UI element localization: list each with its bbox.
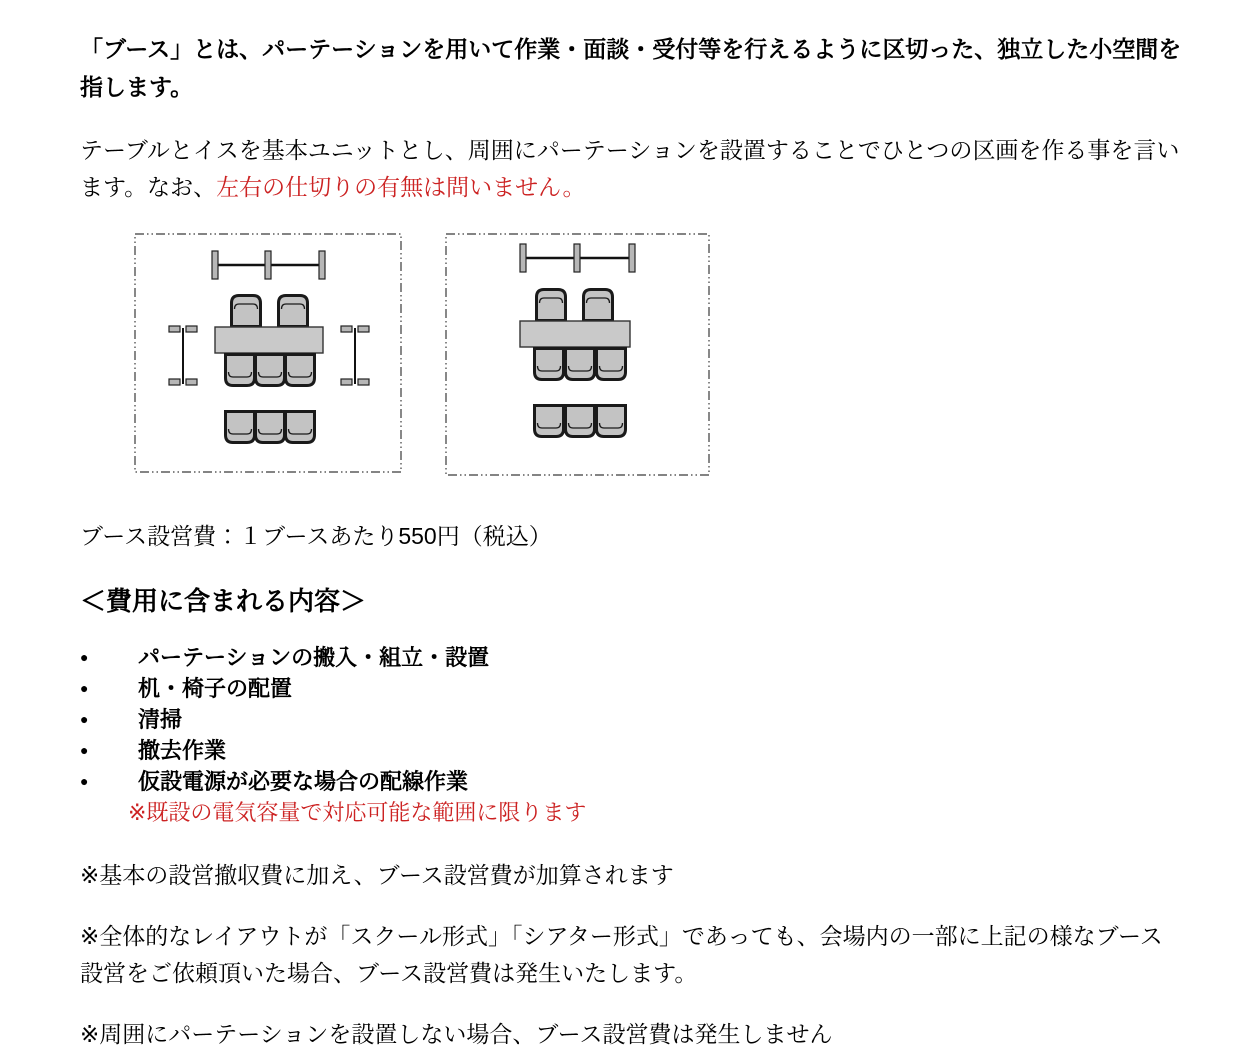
- intro-heading: 「ブース」とは、パーテーションを用いて作業・面談・受付等を行えるように区切った、独立した小空間を指します。: [80, 36, 1182, 100]
- chair-icon: [597, 406, 626, 437]
- list-item-label: 机・椅子の配置: [138, 676, 293, 701]
- chair-row-front-of-table: [535, 349, 626, 380]
- included-section-heading: ＜費用に含まれる内容＞: [80, 586, 367, 616]
- intro-paragraph-text: テーブルとイスを基本ユニットとし、周囲にパーテーションを設置することでひとつの区画を作る事を言います。なお、: [80, 137, 1180, 200]
- list-item-label: 仮設電源が必要な場合の配線作業: [138, 769, 469, 794]
- intro-paragraph-red-text: 左右の仕切りの有無は問いません。: [216, 174, 586, 200]
- chair-icon: [535, 406, 564, 437]
- chair-icon: [226, 412, 255, 443]
- chair-icon: [535, 349, 564, 380]
- note-base-fee: ※基本の設営撤収費に加え、ブース設営費が加算されます: [80, 862, 674, 888]
- bullet-icon: ●: [80, 773, 89, 789]
- chair-row-behind-table: [537, 290, 613, 321]
- left-partition: [169, 326, 197, 385]
- intro-paragraph: [80, 132, 1182, 206]
- list-item-label: パーテーションの搬入・組立・設置: [138, 645, 490, 670]
- booth-diagram-without-side-partitions-icon: [445, 233, 710, 476]
- chair-icon: [226, 355, 255, 386]
- table: [215, 327, 323, 353]
- chair-icon: [566, 406, 595, 437]
- waiting-chair-row: [226, 412, 315, 443]
- chair-row-front-of-table: [226, 355, 315, 386]
- bullet-icon: ●: [80, 680, 89, 696]
- bullet-icon: ●: [80, 649, 89, 665]
- right-partition: [341, 326, 369, 385]
- list-item: [80, 766, 1182, 797]
- bullet-icon: ●: [80, 742, 89, 758]
- chair-icon: [256, 355, 285, 386]
- chair-icon: [256, 412, 285, 443]
- chair-icon: [279, 296, 308, 327]
- list-item: [80, 704, 1182, 735]
- list-item-label: 撤去作業: [138, 738, 227, 763]
- note-layout-partial-booth: ※全体的なレイアウトが「スクール形式」「シアター形式」であっても、会場内の一部に上記の様なブース設営をご依頼頂いた場合、ブース設営費は発生いたします。: [80, 923, 1163, 986]
- list-item-label: 清掃: [138, 707, 183, 732]
- note-no-partition-no-fee: ※周囲にパーテーションを設置しない場合、ブース設営費は発生しません: [80, 1021, 833, 1047]
- price-line: ブース設営費：１ブースあたり550円（税込）: [80, 523, 552, 549]
- booth-diagram-with-side-partitions-icon: [134, 233, 402, 473]
- list-item: [80, 642, 1182, 673]
- chair-icon: [286, 355, 315, 386]
- waiting-chair-row: [535, 406, 626, 437]
- chair-icon: [537, 290, 566, 321]
- bullet-icon: ●: [80, 711, 89, 727]
- chair-icon: [566, 349, 595, 380]
- chair-icon: [232, 296, 261, 327]
- list-item: [80, 673, 1182, 704]
- chair-icon: [597, 349, 626, 380]
- front-partition: [520, 244, 635, 272]
- chair-row-behind-table: [232, 296, 308, 327]
- front-partition: [212, 251, 325, 279]
- included-items-list: [80, 642, 1182, 797]
- table: [520, 321, 630, 347]
- booth-diagrams: [134, 233, 1182, 476]
- power-capacity-red-note: ※既設の電気容量で対応可能な範囲に限ります: [128, 800, 587, 825]
- chair-icon: [286, 412, 315, 443]
- chair-icon: [584, 290, 613, 321]
- list-item: [80, 735, 1182, 766]
